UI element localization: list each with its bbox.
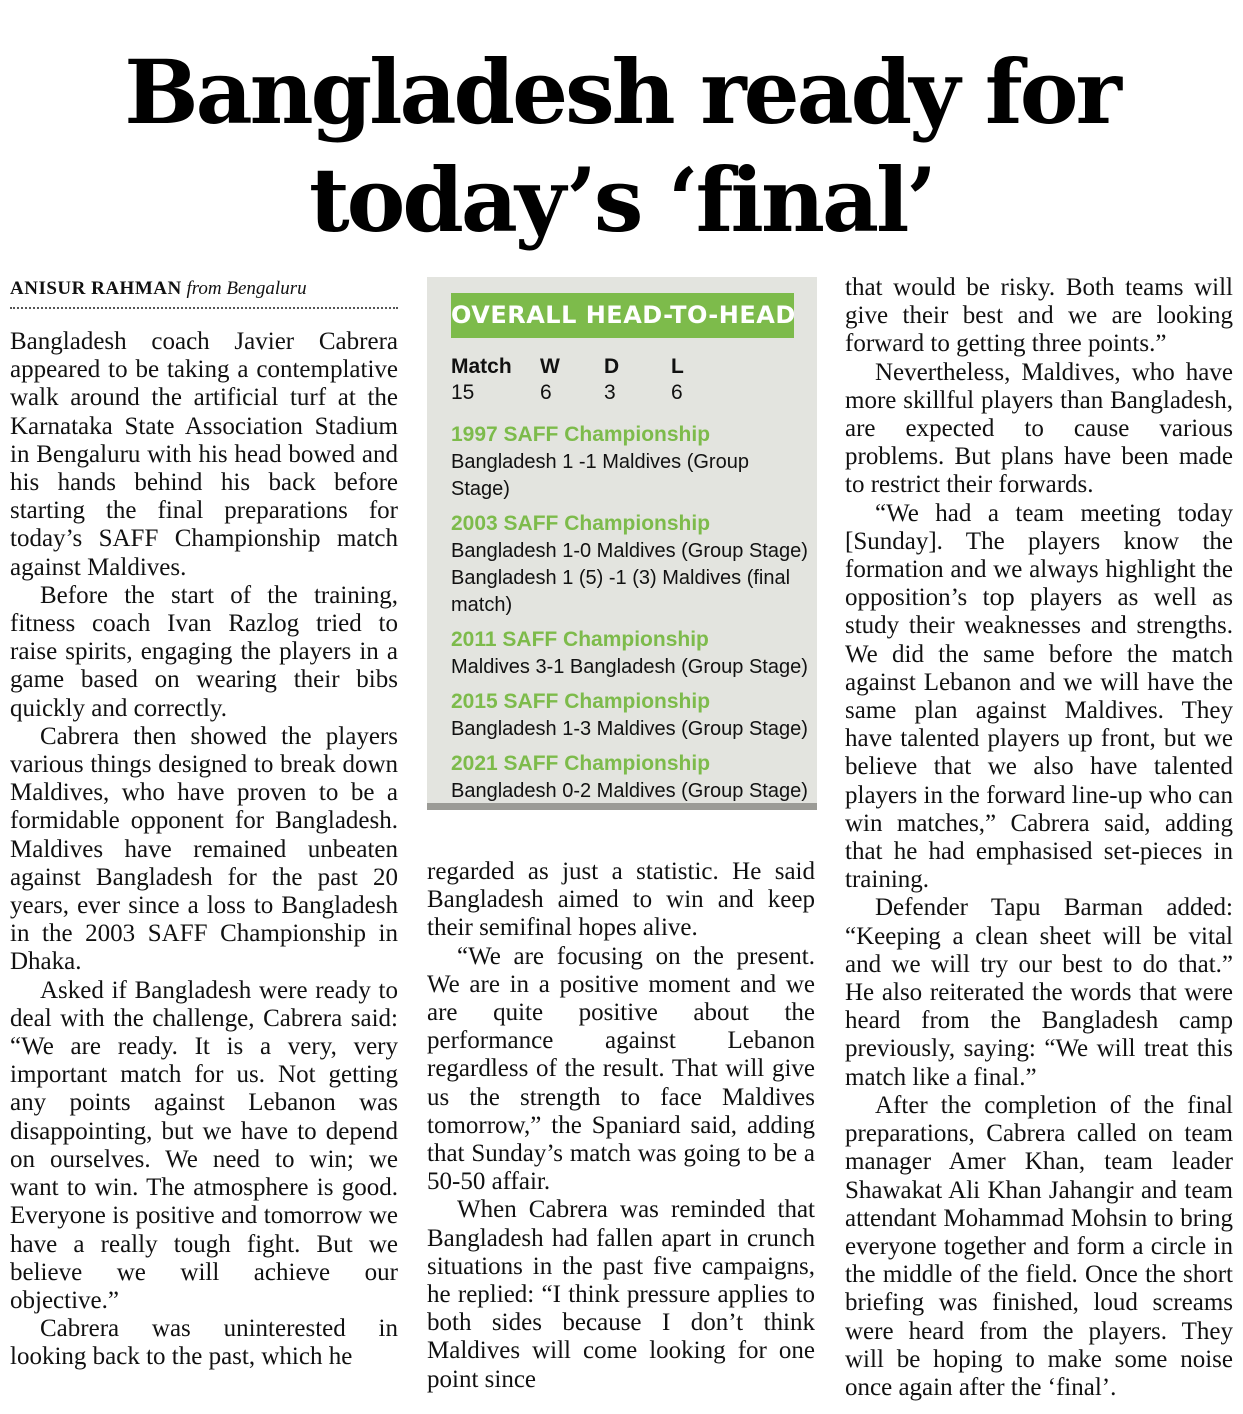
paragraph: When Cabrera was reminded that Bangladesh had fallen apart in crunch situations in the past five campaigns, he replied: “I think pressure applies to both sides because I don’t think Maldives will come looking for one point since	[427, 1196, 815, 1393]
paragraph: Before the start of the training, fitness coach Ivan Razlog tried to raise spirits, engaging the players in a game based on wearing their bibs quickly and correctly.	[10, 581, 398, 722]
event-result: Bangladesh 1-0 Maldives (Group Stage)	[451, 540, 808, 562]
head-to-head-events	[451, 421, 811, 812]
paragraph: Nevertheless, Maldives, who have more skillful players than Bangladesh, are expected to cause various problems. But plans have been made to restrict their forwards.	[845, 358, 1233, 499]
event-1997	[451, 421, 811, 503]
head-to-head-box	[427, 277, 817, 810]
byline-author: ANISUR RAHMAN	[10, 278, 182, 299]
paragraph: Cabrera then showed the players various things designed to break down Maldives, who have proven to be a formidable opponent for Bangladesh. Maldives have remained unbeaten against Bangladesh for the past 20 years, ever since a loss to Bangladesh in the 2003 SAFF Championship in Dhaka.	[10, 722, 398, 976]
paragraph: “We are focusing on the present. We are in a positive moment and we are quite positive about the performance against Lebanon regardless of the result. That will give us the strength to face Maldives tomorrow,” the Spaniard said, adding that Sunday’s match was going to be a 50-50 affair.	[427, 942, 815, 1196]
stat-value-draws: 3	[604, 381, 616, 404]
paragraph: regarded as just a statistic. He said Bangladesh aimed to win and keep their semifinal hopes alive.	[427, 858, 815, 942]
event-title: 1997 SAFF Championship	[451, 423, 711, 446]
stat-value-match: 15	[451, 381, 475, 404]
stat-value-wins: 6	[540, 381, 552, 404]
event-result: Bangladesh 0-2 Maldives (Group Stage)	[451, 780, 808, 802]
stat-label-match: Match	[451, 355, 512, 378]
stat-label-losses: L	[671, 355, 684, 378]
paragraph: After the completion of the final preparations, Cabrera called on team manager Amer Khan, team leader Shawakat Ali Khan Jahangir and team attendant Mohammad Mohsin to bring everyone together and form a circle in the middle of the field. Once the short briefing was finished, loud screams were heard from the players. They will be hoping to make some noise once again after the ‘final’.	[845, 1091, 1233, 1401]
article-column-1	[10, 328, 398, 1372]
head-to-head-title: OVERALL HEAD-TO-HEAD	[451, 293, 794, 338]
event-result: Bangladesh 1 -1 Maldives (Group Stage)	[451, 451, 749, 500]
event-title: 2021 SAFF Championship	[451, 752, 711, 775]
event-title: 2003 SAFF Championship	[451, 512, 711, 535]
event-result: Bangladesh 1-3 Maldives (Group Stage)	[451, 718, 808, 740]
event-title: 2011 SAFF Championship	[451, 628, 709, 651]
event-result: Maldives 3-1 Bangladesh (Group Stage)	[451, 656, 808, 678]
byline-location: from Bengaluru	[186, 278, 307, 299]
event-title: 2015 SAFF Championship	[451, 690, 711, 713]
event-result: Bangladesh 1 (5) -1 (3) Maldives (final match)	[451, 567, 791, 616]
event-2015	[451, 688, 811, 743]
stat-value-losses: 6	[671, 381, 683, 404]
paragraph: Cabrera was uninterested in looking back to the past, which he	[10, 1315, 398, 1371]
stat-label-draws: D	[604, 355, 620, 378]
paragraph: Asked if Bangladesh were ready to deal with the challenge, Cabrera said: “We are ready. It is a very, very important match for us. Not getting any points against Lebanon was disappointing, but we have to depend on ourselves. We need to win; we want to win. The atmosphere is good. Everyone is positive and tomorrow we have a really tough fight. But we believe we will achieve our objective.”	[10, 976, 398, 1314]
event-2021	[451, 750, 811, 805]
stat-label-wins: W	[540, 355, 560, 378]
paragraph: that would be risky. Both teams will give their best and we are looking forward to getting three points.”	[845, 274, 1233, 358]
headline-line-2: today’s ‘final’	[308, 148, 935, 252]
paragraph: “We had a team meeting today [Sunday]. The players know the formation and we always highlight the opposition’s top players as well as study their weaknesses and strengths. We did the same before the match against Lebanon and we will have the same plan against Maldives. They have talented players up front, but we believe that we also have talented players in the forward line-up who can win matches,” Cabrera said, adding that he had emphasised set-pieces in training.	[845, 499, 1233, 894]
headline-line-1: Bangladesh ready for	[124, 40, 1119, 144]
article-column-3	[845, 274, 1233, 1402]
headline	[0, 38, 1243, 254]
event-2003	[451, 510, 811, 619]
paragraph: Defender Tapu Barman added: “Keeping a clean sheet will be vital and we will try our best to do that.” He also reiterated the words that were heard from the Bangladesh camp previously, saying: “We will treat this match like a final.”	[845, 894, 1233, 1091]
paragraph: Bangladesh coach Javier Cabrera appeared to be taking a contemplative walk around the artificial turf at the Karnataka State Association Stadium in Bengaluru with his head bowed and his hands behind his back before starting the final preparations for today’s SAFF Championship match against Maldives.	[10, 328, 398, 581]
byline	[10, 277, 398, 309]
article-column-2	[427, 858, 815, 1394]
event-2011	[451, 626, 811, 681]
